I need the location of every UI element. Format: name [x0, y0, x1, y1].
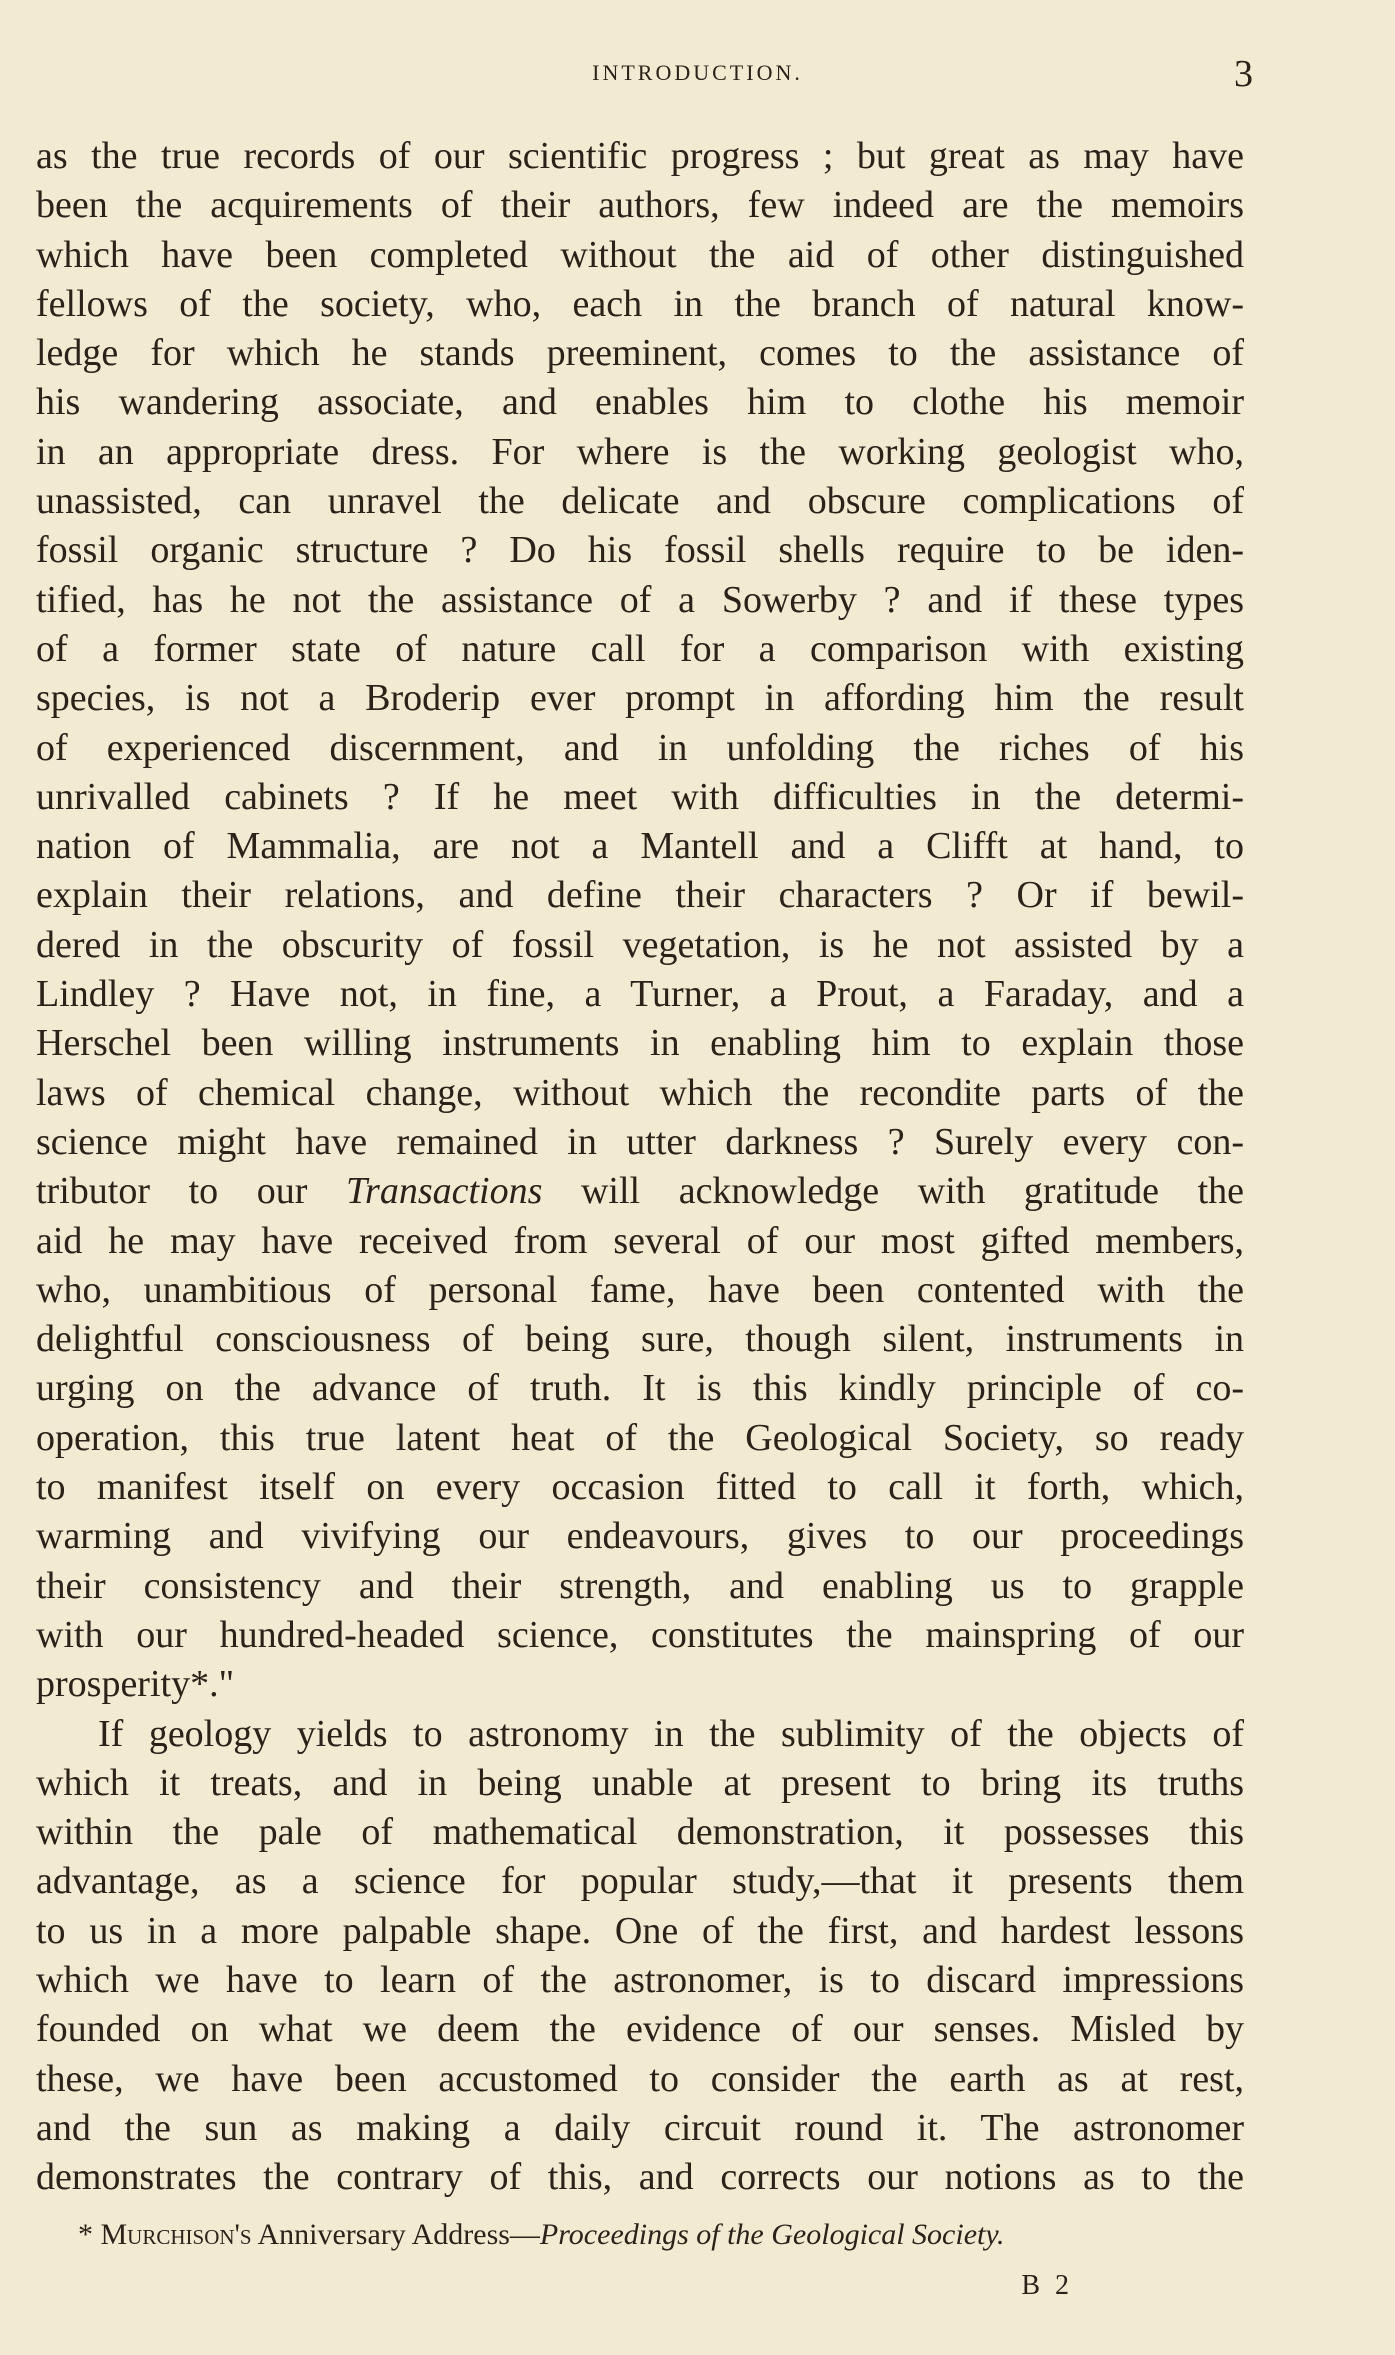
text-line: which it treats, and in being unable at present to bring its truths: [36, 1761, 1244, 1804]
footnote-author: Murchison's: [100, 2218, 252, 2251]
line-start: tributor to our: [36, 1170, 346, 1213]
text-line: founded on what we deem the evidence of our senses. Misled by: [36, 2008, 1244, 2051]
text-line: fossil organic structure ? Do his fossil shells require to be iden-: [36, 529, 1244, 572]
text-line: laws of chemical change, without which the recondite parts of the: [36, 1071, 1244, 1114]
text-line: as the true records of our scientific progress ; but great as may have: [36, 135, 1244, 177]
text-line: Herschel been willing instruments in enabling him to explain those: [36, 1022, 1244, 1065]
text-line: of a former state of nature call for a comparison with existing: [36, 627, 1244, 670]
text-line: of experienced discernment, and in unfolding the riches of his: [36, 726, 1244, 769]
text-line: which have been completed without the aid of other distinguished: [36, 233, 1244, 276]
text-line: urging on the advance of truth. It is this kindly principle of co-: [36, 1367, 1244, 1410]
text-line: nation of Mammalia, are not a Mantell and a Clifft at hand, to: [36, 825, 1244, 868]
text-line: fellows of the society, who, each in the branch of natural know-: [36, 282, 1244, 325]
text-line: aid he may have received from several of our most gifted members,: [36, 1219, 1244, 1262]
running-head: INTRODUCTION.: [592, 60, 803, 85]
text-line: demonstrates the contrary of this, and corrects our notions as to the: [36, 2156, 1244, 2199]
text-line: which we have to learn of the astronomer, is to discard impressions: [36, 1958, 1244, 2001]
text-line: to us in a more palpable shape. One of the first, and hardest lessons: [36, 1909, 1244, 1952]
text-line: unassisted, can unravel the delicate and obscure complications of: [36, 480, 1244, 523]
transactions-italic: Transactions: [346, 1170, 543, 1213]
text-line: dered in the obscurity of fossil vegetation, is he not assisted by a: [36, 923, 1244, 966]
text-line: ledge for which he stands preeminent, comes to the assistance of: [36, 332, 1244, 375]
text-line: within the pale of mathematical demonstration, it possesses this: [36, 1811, 1244, 1854]
text-line: science might have remained in utter darkness ? Surely every con-: [36, 1120, 1244, 1163]
text-line: [36, 1167, 1244, 1216]
text-line: unrivalled cabinets ? If he meet with difficulties in the determi-: [36, 775, 1244, 818]
text-line: to manifest itself on every occasion fitted to call it forth, which,: [36, 1466, 1244, 1509]
text-line: and the sun as making a daily circuit round it. The astronomer: [36, 2106, 1244, 2149]
text-line: these, we have been accustomed to consider the earth as at rest,: [36, 2057, 1244, 2100]
footnote-title: Anniversary Address—: [257, 2218, 540, 2251]
body-text: [36, 132, 1244, 2202]
text-line: in an appropriate dress. For where is the working geologist who,: [36, 430, 1244, 473]
text-line: with our hundred-headed science, constitutes the mainspring of our: [36, 1613, 1244, 1656]
text-line: his wandering associate, and enables him to clothe his memoir: [36, 381, 1244, 424]
text-line: tified, has he not the assistance of a Sowerby ? and if these types: [36, 578, 1244, 621]
text-line: their consistency and their strength, and enabling us to grapple: [36, 1564, 1244, 1607]
paragraph-first-line: If geology yields to astronomy in the sublimity of the objects of: [98, 1712, 1244, 1755]
page-header: [0, 52, 1395, 102]
page-number: 3: [1234, 53, 1253, 95]
text-line: operation, this true latent heat of the Geological Society, so ready: [36, 1416, 1244, 1459]
text-line: who, unambitious of personal fame, have been contented with the: [36, 1268, 1244, 1311]
paragraph-end-line: prosperity*.": [36, 1663, 235, 1706]
signature-mark: B 2: [1021, 2270, 1073, 2301]
text-line: Lindley ? Have not, in fine, a Turner, a Prout, a Faraday, and a: [36, 973, 1244, 1016]
text-line: delightful consciousness of being sure, though silent, instruments in: [36, 1318, 1244, 1361]
footnote-marker: *: [78, 2218, 93, 2251]
text-line: advantage, as a science for popular study,—that it presents them: [36, 1860, 1244, 1903]
footnote: [78, 2218, 1208, 2252]
footnote-journal: Proceedings of the Geological Society.: [539, 2218, 1005, 2251]
text-line: explain their relations, and define their characters ? Or if bewil-: [36, 874, 1244, 917]
text-line: species, is not a Broderip ever prompt in affording him the result: [36, 677, 1244, 720]
text-line: been the acquirements of their authors, few indeed are the memoirs: [36, 184, 1244, 227]
text-line: warming and vivifying our endeavours, gives to our proceedings: [36, 1515, 1244, 1558]
line-end: will acknowledge with gratitude the: [542, 1170, 1244, 1213]
